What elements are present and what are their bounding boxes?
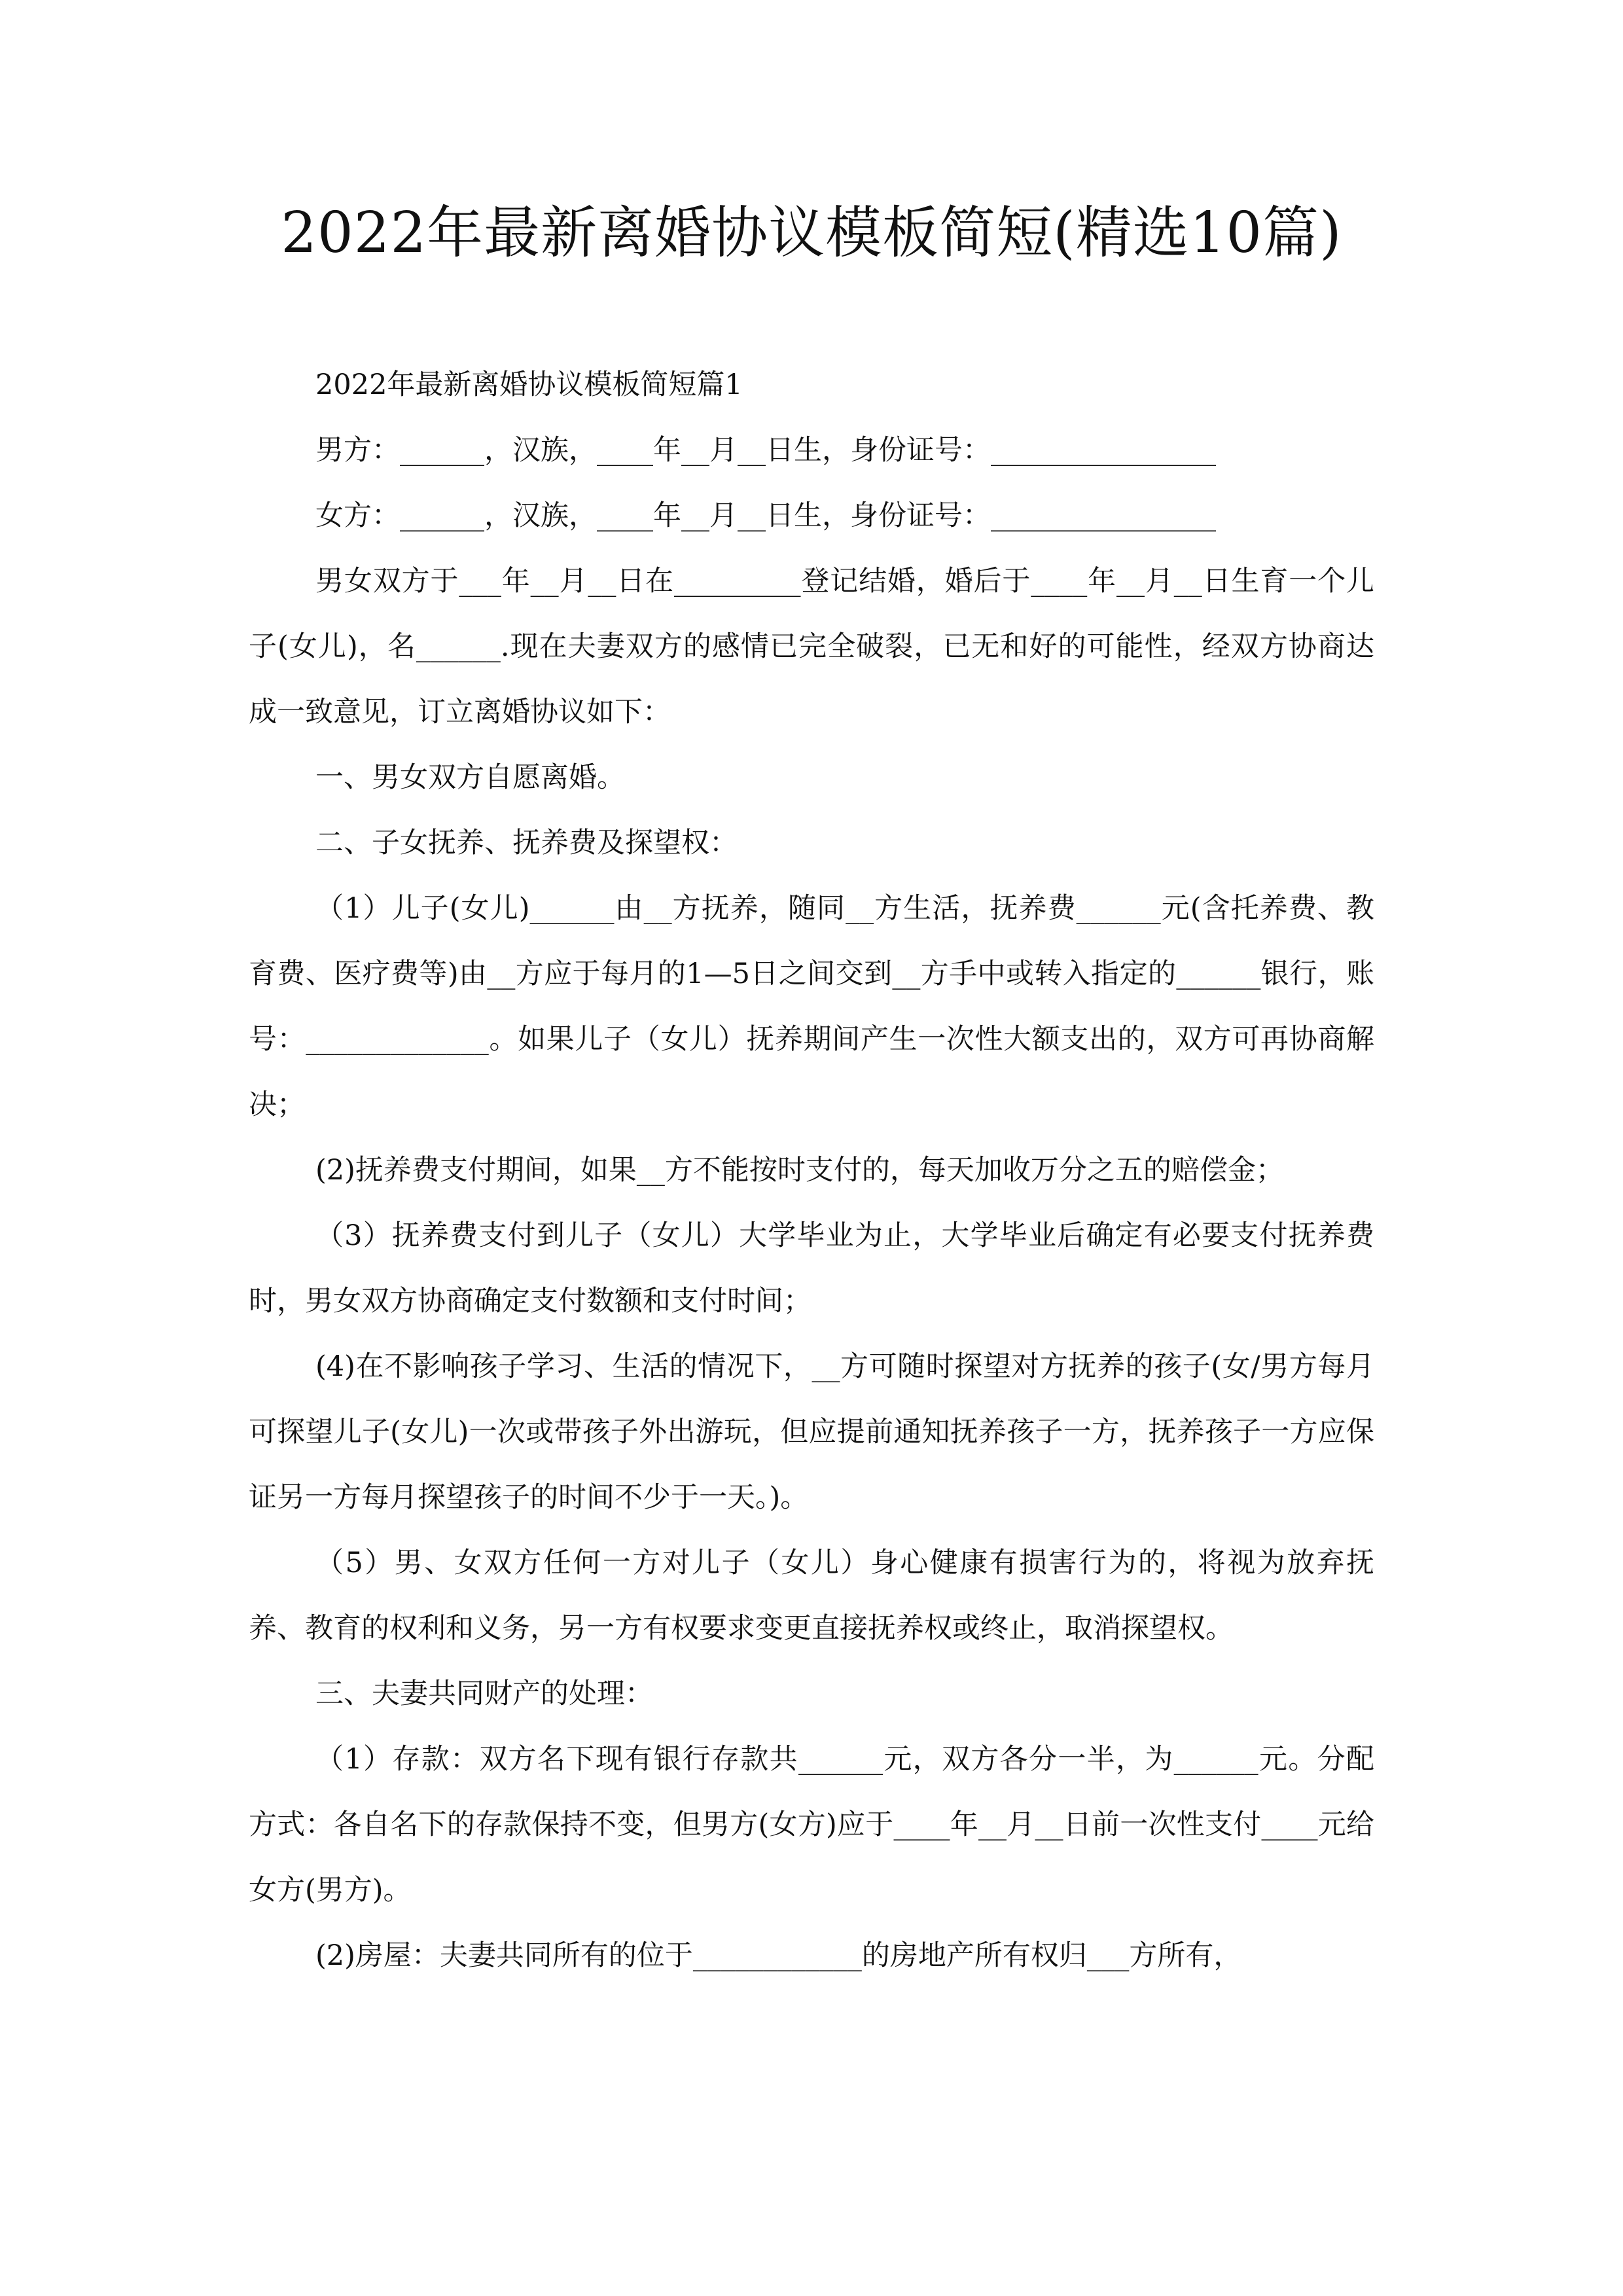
document-body [249,352,1374,1988]
clause-3-heading: 三、夫妻共同财产的处理： [315,1677,653,1710]
clause-2-item-4: (4)在不影响孩子学习、生活的情况下，__方可随时探望对方抚养的孩子(女/男方每月可探望儿子(女儿)一次或带孩子外出游玩，但应提前通知抚养孩子一方，抚养孩子一方应保证另一方每月探望孩子的时间不少于一天。)。 [249,1350,1374,1514]
clause-3-item-2: (2)房屋：夫妻共同所有的位于____________的房地产所有权归___方所有， [315,1939,1242,1972]
clause-3-item-1: （1）存款：双方名下现有银行存款共______元，双方各分一半，为______元。分配方式：各自名下的存款保持不变，但男方(女方)应于____年__月__日前一次性支付____元给女方(男方)。 [249,1743,1374,1907]
paragraph-male-party: 男方：______，汉族，____年__月__日生，身份证号：________________ [315,434,1216,467]
section-title: 2022年最新离婚协议模板简短篇1 [315,368,743,401]
paragraph-female-party: 女方：______，汉族，____年__月__日生，身份证号：________________ [315,499,1216,532]
paragraph-marriage-info: 男女双方于___年__月__日在_________登记结婚，婚后于____年__月__日生育一个儿子(女儿)，名______.现在夫妻双方的感情已完全破裂，已无和好的可能性，经双方协商达成一致意见，订立离婚协议如下： [249,565,1374,728]
clause-2-item-1: （1）儿子(女儿)______由__方抚养，随同__方生活，抚养费______元(含托养费、教育费、医疗费等)由__方应于每月的1—5日之间交到__方手中或转入指定的______银行，账号：_____________。如果儿子（女儿）抚养期间产生一次性大额支出的，双方可再协商解决； [249,892,1374,1121]
clause-2-item-2: (2)抚养费支付期间，如果__方不能按时支付的，每天加收万分之五的赔偿金； [315,1154,1284,1187]
clause-2-item-3: （3）抚养费支付到儿子（女儿）大学毕业为止，大学毕业后确定有必要支付抚养费时，男女双方协商确定支付数额和支付时间； [249,1219,1374,1318]
document-title: 2022年最新离婚协议模板简短(精选10篇) [281,200,1342,266]
clause-2-item-5: （5）男、女双方任何一方对儿子（女儿）身心健康有损害行为的，将视为放弃抚养、教育的权利和义务，另一方有权要求变更直接抚养权或终止，取消探望权。 [249,1547,1374,1645]
clause-1: 一、男女双方自愿离婚。 [315,761,625,794]
clause-2-heading: 二、子女抚养、抚养费及探望权： [315,827,738,859]
